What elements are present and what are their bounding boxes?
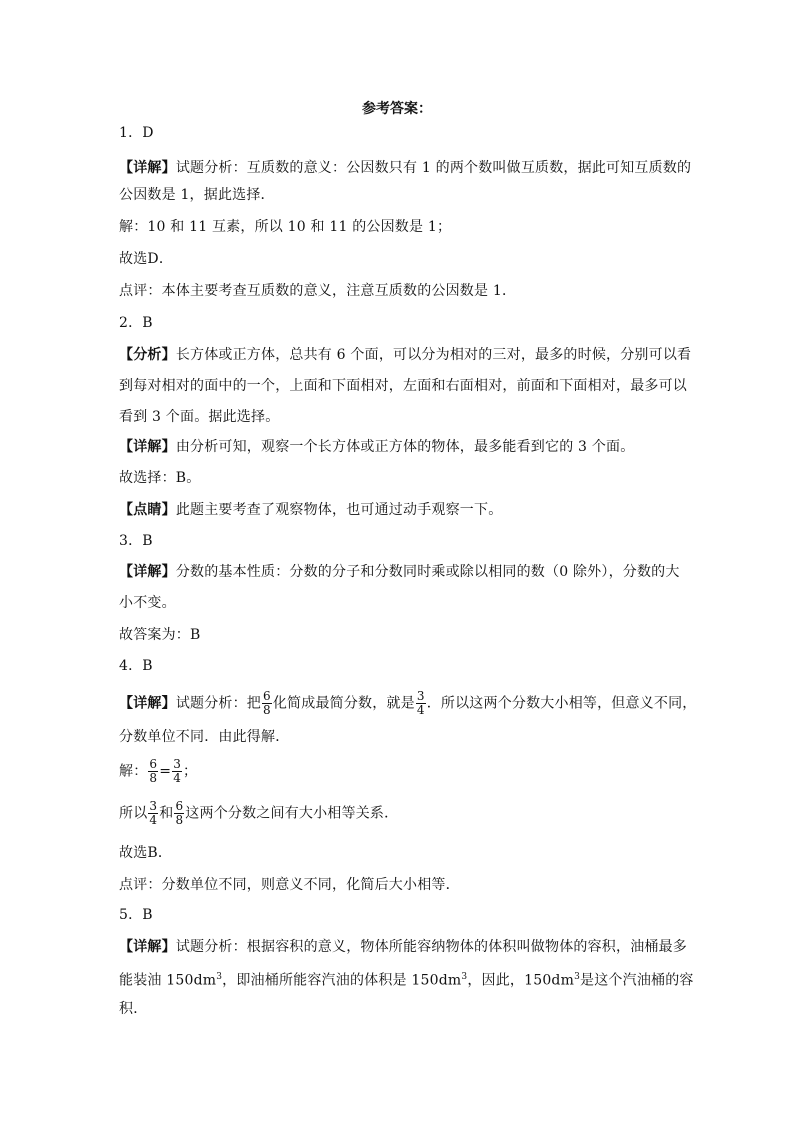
q5-text-a: 能装油 150dm bbox=[119, 972, 217, 989]
fraction-6-8 bbox=[148, 758, 158, 785]
q2-analysis-line3: 看到 3 个面。据此选择。 bbox=[119, 409, 280, 425]
superscript-3: 3 bbox=[216, 972, 223, 982]
q4-detail-line2: 分数单位不同．由此得解． bbox=[119, 729, 290, 745]
q4-answer: 4．B bbox=[119, 658, 153, 674]
q4-so-a: 所以 bbox=[119, 805, 148, 822]
numerator: 6 bbox=[175, 799, 184, 813]
detail-tag: 【详解】 bbox=[119, 160, 176, 176]
analysis-tag: 【分析】 bbox=[119, 347, 176, 363]
q1-answer: 1．D bbox=[119, 125, 154, 141]
q4-so-b: 和 bbox=[159, 805, 174, 822]
numerator: 6 bbox=[263, 689, 271, 703]
q4-solve-prefix: 解： bbox=[119, 763, 148, 780]
denominator: 4 bbox=[149, 813, 158, 827]
detail-tag: 【详解】 bbox=[119, 439, 176, 455]
point-tag: 【点睛】 bbox=[119, 502, 176, 518]
numerator: 3 bbox=[416, 689, 425, 703]
q1-detail-line1 bbox=[119, 159, 691, 177]
q1-solution: 解：10 和 11 互素，所以 10 和 11 的公因数是 1； bbox=[119, 219, 452, 235]
fraction-6-8 bbox=[262, 690, 272, 717]
q2-analysis-line1 bbox=[119, 346, 691, 364]
q4-so-line bbox=[119, 800, 398, 827]
q5-text-b: ，即油桶所能容汽油的体积是 150dm bbox=[222, 972, 462, 989]
page-title: 参考答案： bbox=[362, 101, 432, 117]
q4-detail-line1 bbox=[119, 690, 697, 717]
denominator: 8 bbox=[175, 813, 184, 827]
q2-point bbox=[119, 501, 502, 519]
q5-text-d: 是这个汽油桶的容 bbox=[580, 972, 694, 989]
denominator: 8 bbox=[149, 771, 158, 785]
fraction-6-8 bbox=[174, 800, 184, 827]
q4-choice: 故选B． bbox=[119, 845, 173, 861]
q2-analysis-line2: 到每对相对的面中的一个，上面和下面相对，左面和右面相对，前面和下面相对，最多可以 bbox=[119, 378, 687, 394]
q4-detail-text-c: ．所以这两个分数大小相等，但意义不同， bbox=[426, 695, 697, 712]
q3-detail-text: 分数的基本性质：分数的分子和分数同时乘或除以相同的数（0 除外），分数的大 bbox=[175, 564, 680, 580]
numerator: 3 bbox=[149, 799, 158, 813]
q1-detail-line2: 公因数是 1，据此选择． bbox=[119, 187, 275, 203]
q4-solve-suffix: ； bbox=[183, 763, 198, 780]
numerator: 3 bbox=[173, 757, 182, 771]
q5-detail-line1 bbox=[119, 938, 687, 956]
q3-conclusion: 故答案为：B bbox=[119, 627, 201, 643]
detail-tag: 【详解】 bbox=[119, 695, 176, 712]
q5-answer: 5．B bbox=[119, 907, 153, 923]
superscript-3: 3 bbox=[461, 972, 468, 982]
q2-choice: 故选择：B。 bbox=[119, 470, 201, 486]
q1-detail-text: 试题分析：互质数的意义：公因数只有 1 的两个数叫做互质数，据此可知互质数的 bbox=[175, 160, 692, 176]
q5-detail-text: 试题分析：根据容积的意义，物体所能容纳物体的体积叫做物体的容积，油桶最多 bbox=[175, 939, 688, 955]
fraction-3-4 bbox=[172, 758, 182, 785]
q2-point-text: 此题主要考查了观察物体，也可通过动手观察一下。 bbox=[175, 502, 503, 518]
q1-choice: 故选D． bbox=[119, 251, 174, 267]
q4-detail-text-a: 试题分析：把 bbox=[175, 695, 262, 712]
numerator: 6 bbox=[149, 757, 158, 771]
q2-analysis-text: 长方体或正方体，总共有 6 个面，可以分为相对的三对，最多的时候，分别可以看 bbox=[175, 347, 692, 363]
equals-sign: = bbox=[159, 763, 172, 780]
detail-tag: 【详解】 bbox=[119, 564, 176, 580]
q2-detail bbox=[119, 438, 634, 456]
q5-detail-line3: 积． bbox=[119, 1001, 148, 1017]
denominator: 4 bbox=[416, 703, 425, 717]
q3-detail-line1 bbox=[119, 563, 680, 581]
denominator: 8 bbox=[263, 703, 271, 717]
q4-comment: 点评：分数单位不同，则意义不同，化简后大小相等． bbox=[119, 877, 460, 893]
q2-detail-text: 由分析可知，观察一个长方体或正方体的物体，最多能看到它的 3 个面。 bbox=[175, 439, 635, 455]
q5-text-c: ，因此，150dm bbox=[467, 972, 575, 989]
detail-tag: 【详解】 bbox=[119, 939, 176, 955]
q3-detail-line2: 小不变。 bbox=[119, 595, 176, 611]
q2-answer: 2．B bbox=[119, 315, 153, 331]
fraction-3-4 bbox=[416, 690, 426, 717]
superscript-3: 3 bbox=[574, 972, 581, 982]
q5-detail-line2 bbox=[119, 968, 694, 990]
denominator: 4 bbox=[173, 771, 182, 785]
q1-comment: 点评：本体主要考查互质数的意义，注意互质数的公因数是 1． bbox=[119, 283, 517, 299]
fraction-3-4 bbox=[148, 800, 158, 827]
q4-detail-text-b: 化简成最简分数，就是 bbox=[272, 695, 415, 712]
q4-solution bbox=[119, 758, 197, 785]
q3-answer: 3．B bbox=[119, 533, 153, 549]
q4-so-c: 这两个分数之间有大小相等关系． bbox=[185, 805, 399, 822]
